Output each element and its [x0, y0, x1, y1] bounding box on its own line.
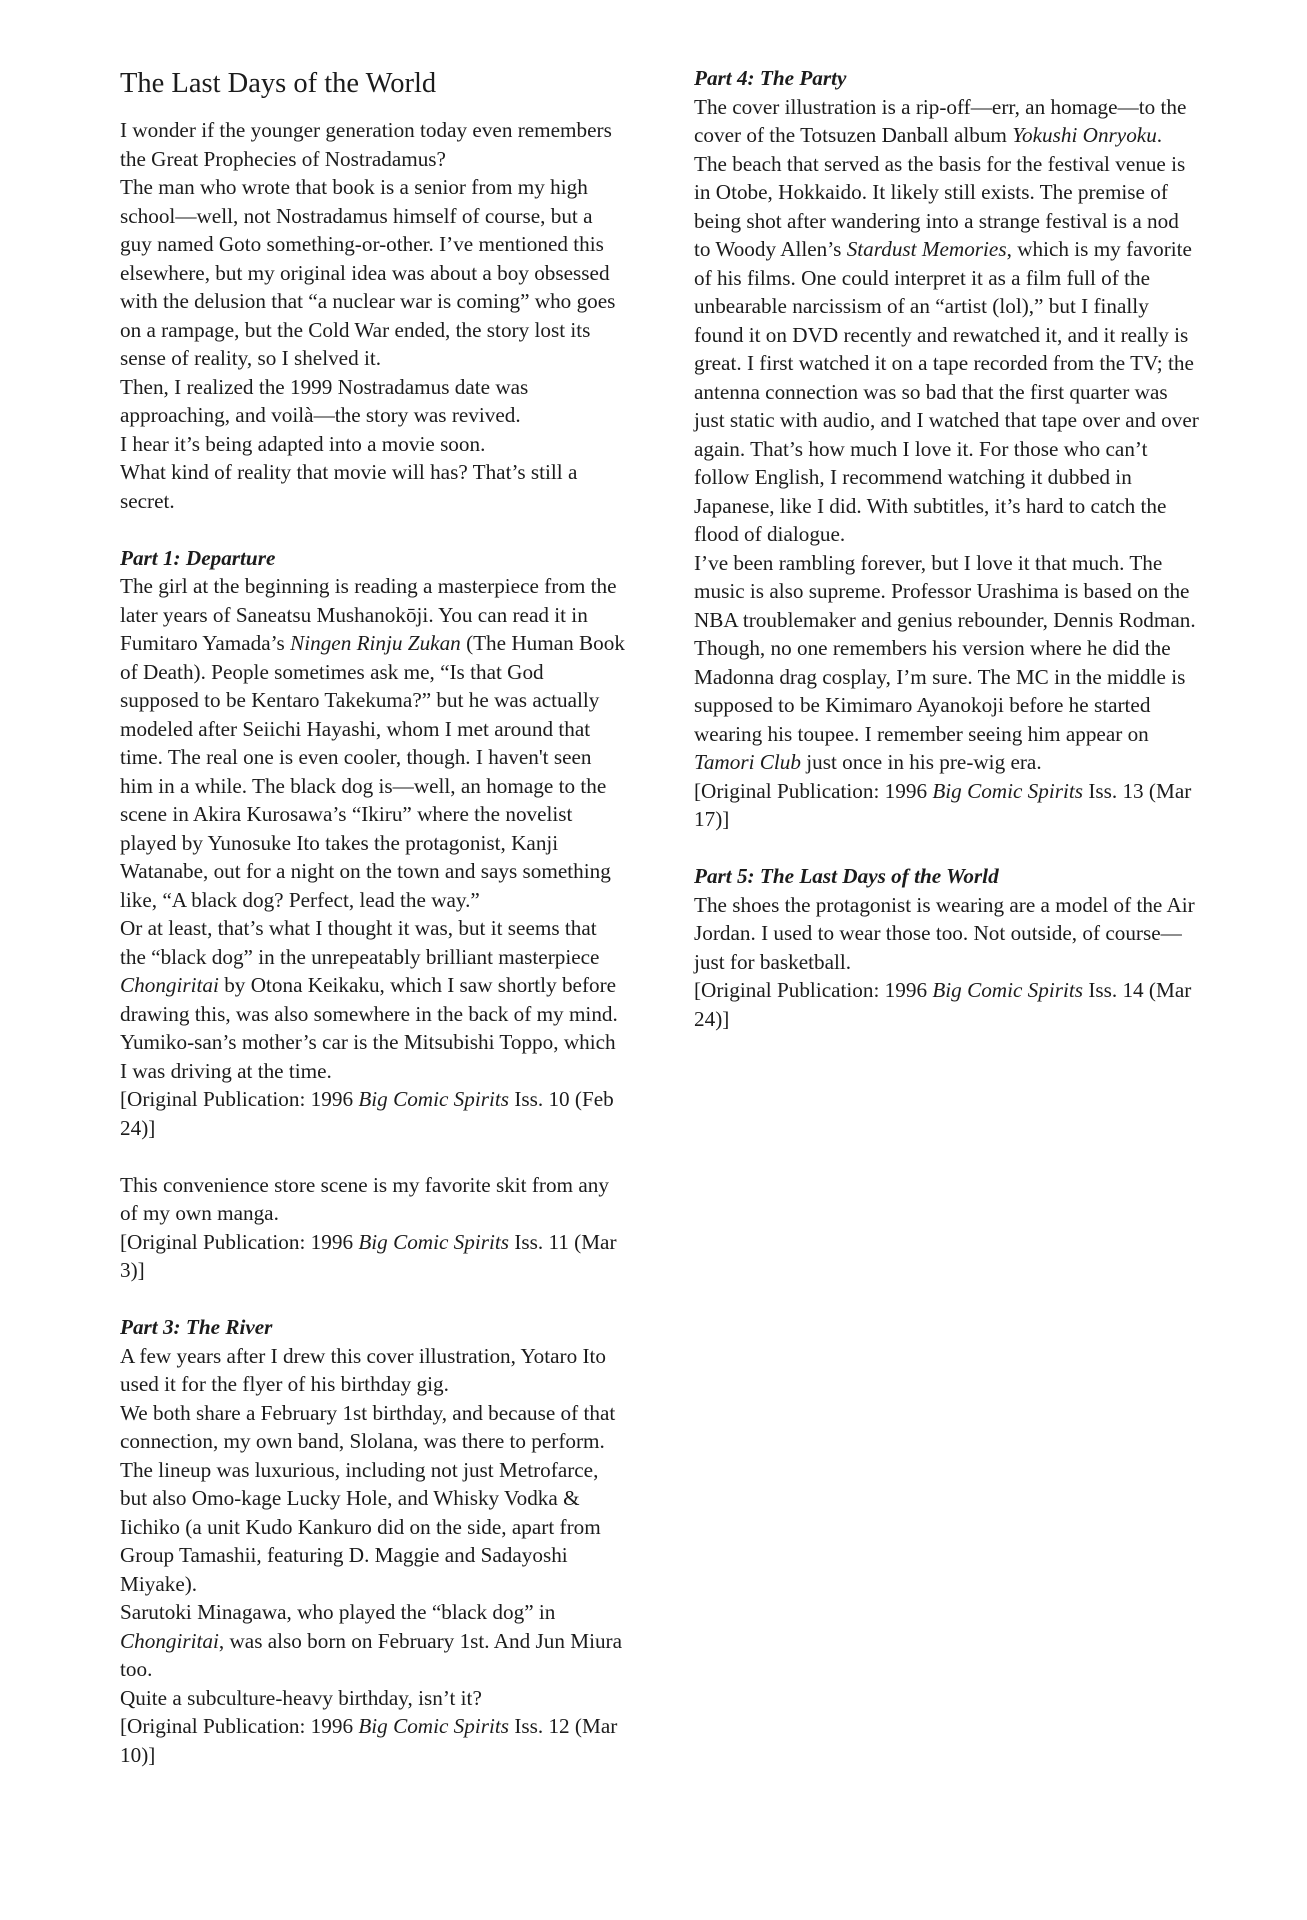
text-run: Iss. 14 (Mar 24)] [694, 978, 1192, 1031]
paragraph [120, 1228, 625, 1285]
paragraph [120, 1684, 625, 1713]
paragraph [120, 1085, 625, 1142]
paragraph [120, 116, 625, 173]
intro-section [120, 116, 625, 515]
text-run: Yumiko-san’s mother’s car is the Mitsubishi Toppo, which I was driving at the time. [120, 1030, 616, 1083]
italic-title: Big Comic Spirits [358, 1714, 510, 1738]
text-run: A few years after I drew this cover illustration, Yotaro Ito used it for the flyer of his birthday gig. [120, 1343, 607, 1396]
right-column [694, 64, 1199, 1062]
text-run: [Original Publication: 1996 [120, 1229, 359, 1254]
text-run: The shoes the protagonist is wearing are a model of the Air Jordan. I used to wear those too. Not outside, of course—just for basketball. [694, 892, 1195, 974]
text-run: [Original Publication: 1996 [694, 978, 933, 1002]
text-run: Iss. 11 (Mar 3)] [120, 1229, 617, 1282]
paragraph [120, 173, 625, 373]
italic-title: Yokushi Onryoku [1012, 123, 1157, 147]
paragraph [120, 1028, 625, 1085]
section-heading: Part 5: The Last Days of the World [694, 864, 999, 888]
text-run: This convenience store scene is my favorite skit from any of my own manga. [120, 1172, 609, 1225]
paragraph [694, 634, 1199, 777]
page-title: The Last Days of the World [120, 68, 437, 99]
italic-title: Chongiritai [120, 973, 219, 997]
paragraph [120, 458, 625, 515]
paragraph [120, 430, 625, 459]
text-run: Or at least, that’s what I thought it was, but it seems that the “black dog” in the unrepeatably brilliant masterpiece [120, 916, 600, 969]
text-run: I hear it’s being adapted into a movie soon. [120, 431, 486, 456]
text-run: Then, I realized the 1999 Nostradamus date was approaching, and voilà—the story was revived. [120, 374, 529, 427]
text-run: . The beach that served as the basis for the festival venue is in Otobe, Hokkaido. It likely still exists. The premise of being shot after wandering into a strange festival is a nod to Woody Allen’s [694, 123, 1186, 261]
text-run: What kind of reality that movie will has? That’s still a secret. [120, 460, 578, 513]
section [120, 1171, 625, 1285]
text-run: I’ve been rambling forever, but I love it that much. The music is also supreme. Professor Urashima is based on the NBA troublemaker and genius rebounder, Dennis Rodman. [694, 550, 1196, 632]
text-run: Iss. 12 (Mar 10)] [120, 1714, 618, 1767]
paragraph [120, 572, 625, 914]
section [694, 64, 1199, 834]
italic-title: Big Comic Spirits [932, 778, 1084, 803]
italic-title: Chongiritai [120, 1628, 219, 1653]
text-run: [Original Publication: 1996 [694, 778, 933, 803]
section-heading: Part 4: The Party [694, 66, 847, 90]
text-run: by Otona Keikaku, which I saw shortly before drawing this, was also somewhere in the back of my mind. [120, 973, 618, 1026]
text-run: just once in his pre-wig era. [800, 750, 1042, 774]
text-run: , which is my favorite of his films. One could interpret it as a film full of the unbearable narcissism of an “artist (lol),” but I finally found it on DVD recently and rewatched it, and it really is great. I first watched it on a tape recorded from the TV; the antenna connection was so bad that the first quarter was just static with audio, and I watched that tape over and over again. That’s how much I love it. For those who can’t follow English, I recommend watching it dubbed in Japanese, like I did. With subtitles, it’s hard to catch the flood of dialogue. [694, 237, 1199, 546]
italic-title: Big Comic Spirits [358, 1229, 510, 1254]
text-run: , was also born on February 1st. And Jun Miura too. [120, 1628, 623, 1681]
text-run: Iss. 13 (Mar 17)] [694, 778, 1192, 831]
italic-title: Big Comic Spirits [358, 1087, 510, 1111]
italic-title: Stardust Memories [846, 237, 1007, 261]
text-run: We both share a February 1st birthday, and because of that connection, my own band, Slolana, was there to perform. The lineup was luxurious, including not just Metrofarce, but also Omo-kage Lucky Hole, and Whisky Vodka & Iichiko (a unit Kudo Kankuro did on the side, apart from Group Tamashii, featuring D. Maggie and Sadayoshi Miyake). [120, 1400, 616, 1596]
section-heading: Part 1: Departure [120, 545, 276, 570]
text-run: The cover illustration is a rip-off—err, an homage—to the cover of the Totsuzen Danball album [694, 94, 1187, 147]
text-run: Though, no one remembers his version where he did the Madonna drag cosplay, I’m sure. The MC in the middle is supposed to be Kimimaro Ayanokoji before he started wearing his toupee. I remember seeing him appear on [694, 636, 1186, 746]
italic-title: Ningen Rinju Zukan [290, 631, 461, 655]
paragraph [694, 976, 1199, 1033]
text-run: The man who wrote that book is a senior from my high school—well, not Nostradamus himself of course, but a guy named Goto something-or-other. I’ve mentioned this elsewhere, but my original idea was about a boy obsessed with the delusion that “a nuclear war is coming” who goes on a rampage, but the Cold War ended, the story lost its sense of reality, so I shelved it. [120, 175, 616, 370]
paragraph [120, 1342, 625, 1399]
right-sections [694, 64, 1199, 1033]
paragraph [120, 914, 625, 1028]
text-run: I wonder if the younger generation today even remembers the Great Prophecies of Nostradamus? [120, 118, 612, 171]
paragraph [120, 1712, 625, 1769]
section [120, 544, 625, 1143]
section [120, 1313, 625, 1769]
paragraph [694, 93, 1199, 549]
text-run: Quite a subculture-heavy birthday, isn’t it? [120, 1685, 482, 1710]
paragraph [694, 777, 1199, 834]
text-run: Sarutoki Minagawa, who played the “black dog” in [120, 1600, 556, 1624]
paragraph [694, 891, 1199, 977]
section [694, 862, 1199, 1033]
text-run: (The Human Book of Death). People sometimes ask me, “Is that God supposed to be Kentaro Takekuma?” but he was actually modeled after Seiichi Hayashi, whom I met around that time. The real one is even cooler, though. I haven't seen him in a while. The black dog is—well, an homage to the scene in Akira Kurosawa’s “Ikiru” where the novelist played by Yunosuke Ito takes the protagonist, Kanji Watanabe, out for a night on the town and says something like, “A black dog? Perfect, lead the way.” [120, 631, 625, 912]
section-heading: Part 3: The River [120, 1315, 273, 1339]
paragraph [120, 1598, 625, 1684]
paragraph [120, 1171, 625, 1228]
paragraph [120, 373, 625, 430]
italic-title: Tamori Club [694, 750, 801, 774]
paragraph [694, 549, 1199, 635]
paragraph [120, 1399, 625, 1599]
italic-title: Big Comic Spirits [932, 978, 1084, 1002]
text-run: [Original Publication: 1996 [120, 1714, 359, 1738]
text-run: Iss. 10 (Feb 24)] [120, 1087, 614, 1140]
left-sections [120, 544, 625, 1770]
text-run: The girl at the beginning is reading a masterpiece from the later years of Saneatsu Mushanokōji. You can read it in Fumitaro Yamada’s [120, 574, 617, 655]
text-run: [Original Publication: 1996 [120, 1087, 359, 1111]
left-column [120, 64, 625, 1798]
